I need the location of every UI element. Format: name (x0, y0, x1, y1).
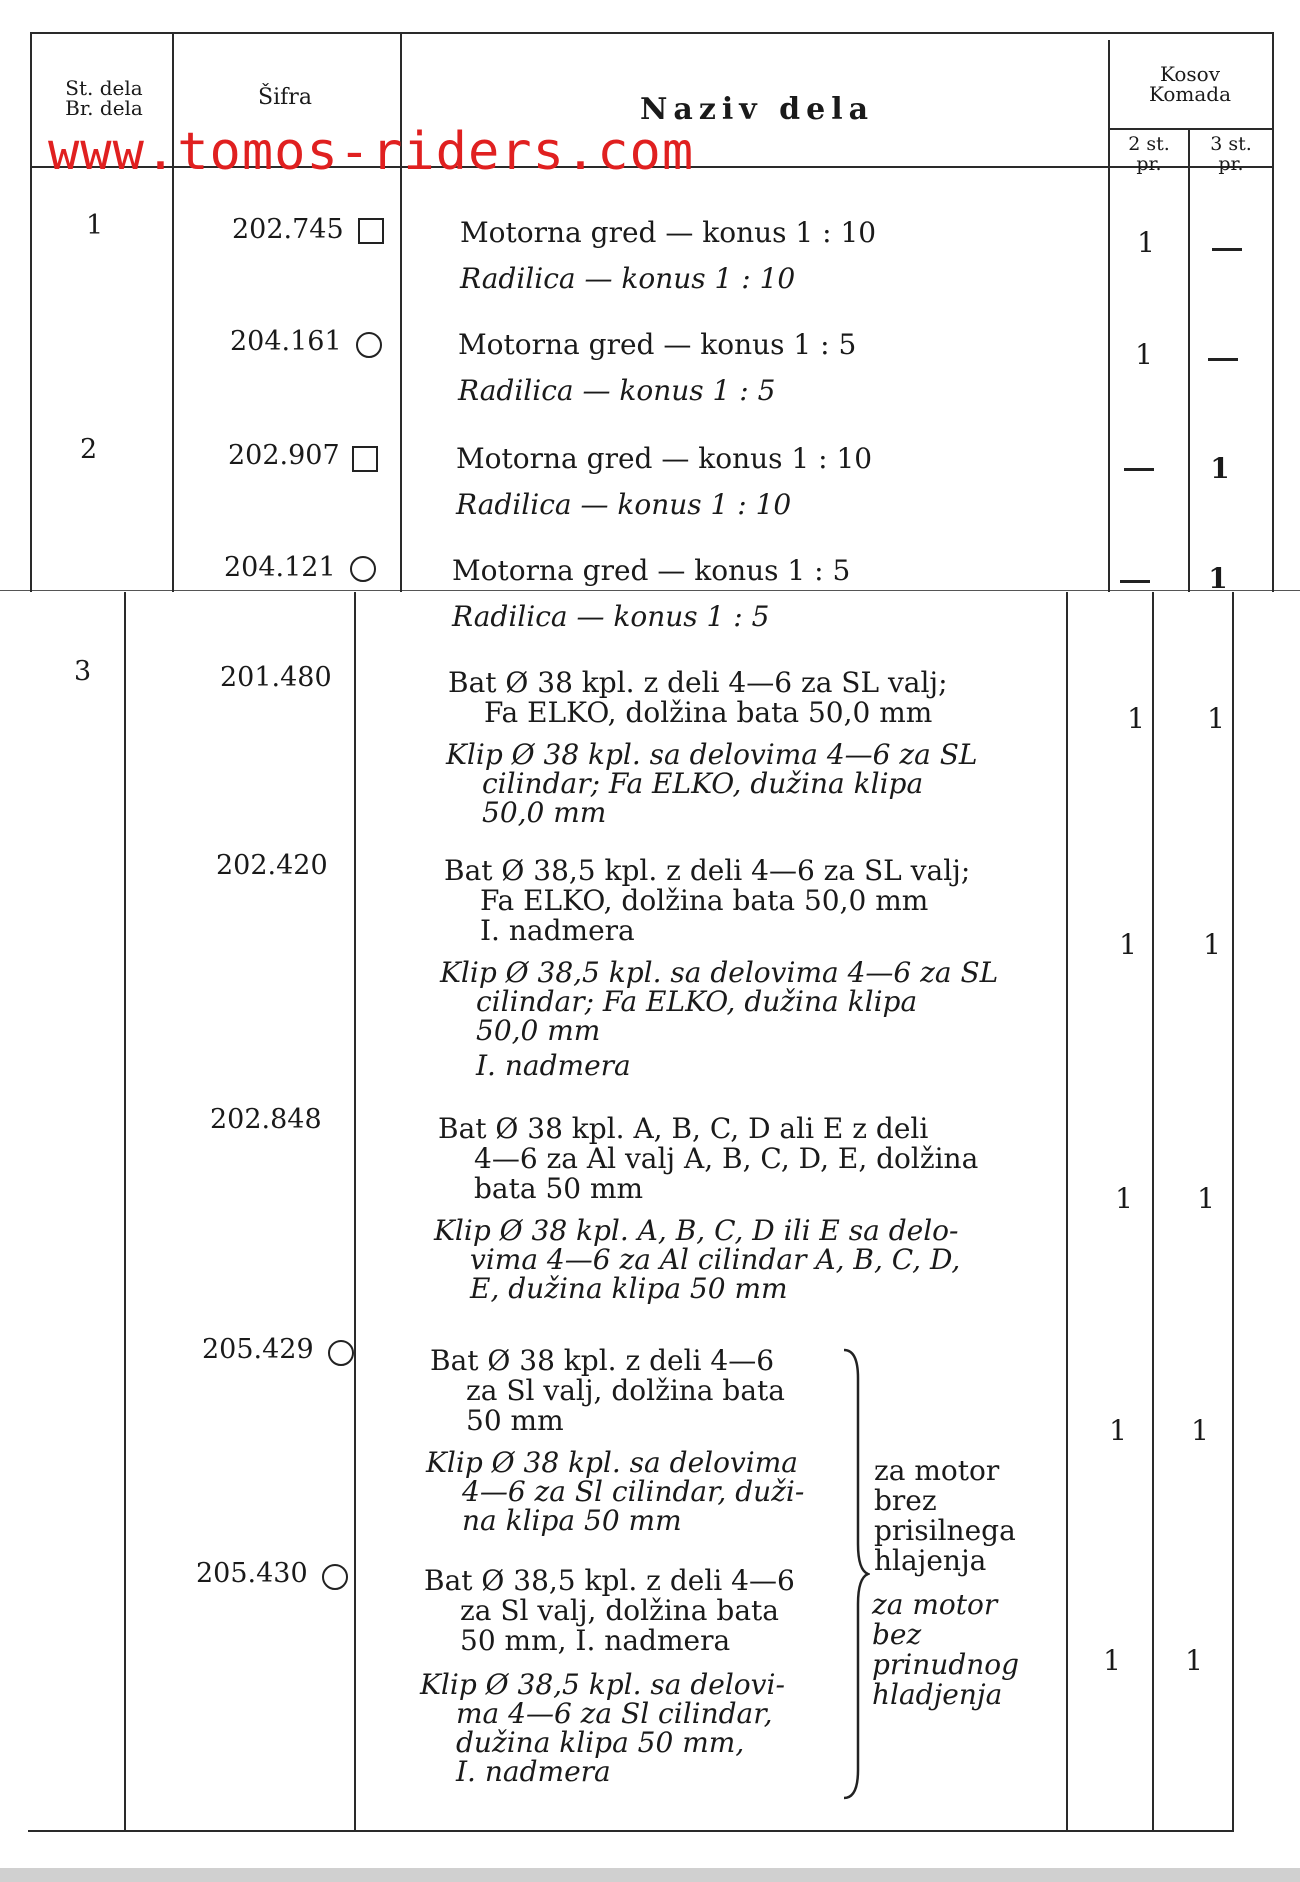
part-code: 202.420 (216, 850, 328, 881)
circle-marker-icon (322, 1564, 348, 1590)
watermark-link[interactable]: www.tomos-riders.com (48, 122, 695, 182)
part-name-sl (452, 556, 850, 586)
col-divider-4 (1188, 130, 1190, 592)
part-name-hr (456, 490, 791, 519)
part-number: 2 (80, 434, 98, 465)
part-code: 202.745 (232, 214, 344, 245)
part-name-hr (460, 264, 795, 293)
part-name-sl-line: Bat Ø 38,5 kpl. z deli 4—6 (424, 1564, 795, 1597)
qty-2-stroke: 1 (1109, 1414, 1127, 1447)
part-name-sl (460, 218, 876, 248)
header-part-number (44, 78, 164, 118)
header-2-stroke-line2: pr. (1136, 153, 1162, 175)
qty-2-stroke-none (1124, 468, 1154, 471)
part-name-hr-line: Klip Ø 38 kpl. sa delovima 4—6 za SL (446, 738, 978, 771)
col-divider-3-lower (1066, 592, 1068, 1830)
qty-2-stroke: 1 (1127, 702, 1145, 735)
part-name-sl (424, 1566, 795, 1656)
part-name-hr-line: na klipa 50 mm (462, 1504, 682, 1537)
page-fold-line (0, 590, 1300, 591)
part-name-sl-line: Bat Ø 38 kpl. z deli 4—6 (430, 1344, 775, 1377)
part-code: 205.430 (196, 1558, 308, 1589)
cooling-note-sl-line: prisilnega (874, 1514, 1016, 1547)
col-divider-2-lower (354, 592, 356, 1830)
qty-2-stroke: 1 (1119, 928, 1137, 961)
part-name-sl (458, 330, 856, 360)
header-quantity-line2: Komada (1148, 82, 1232, 106)
header-part-number-line2: Br. dela (65, 96, 143, 120)
header-2-stroke (1112, 134, 1186, 174)
part-name-sl (430, 1346, 785, 1436)
qty-3-stroke-none (1212, 248, 1242, 251)
part-name-sl-line: Motorna gred — konus 1 : 10 (456, 442, 873, 475)
table-right-border-lower (1232, 592, 1234, 1830)
table-bottom-border (28, 1830, 1234, 1832)
cooling-note-sl-line: za motor (874, 1454, 1000, 1487)
part-name-hr-line: I. nadmera (456, 1755, 611, 1788)
cooling-note-hr-line: za motor (872, 1588, 998, 1621)
part-name-sl-line: za Sl valj, dolžina bata (460, 1594, 779, 1627)
part-code: 202.848 (210, 1104, 322, 1135)
header-part-number-line1: St. dela (65, 76, 143, 100)
cooling-note-sl-line: brez (874, 1484, 937, 1517)
cooling-note-sl-line: hlajenja (874, 1544, 987, 1577)
part-name-hr-line: vima 4—6 za Al cilindar A, B, C, D, (470, 1243, 961, 1276)
part-name-hr-line: Radilica — konus 1 : 5 (458, 374, 776, 407)
part-number: 1 (86, 210, 104, 241)
col-divider-3 (1108, 40, 1110, 592)
part-name-hr (452, 602, 769, 631)
part-name-sl-line: Motorna gred — konus 1 : 10 (460, 216, 877, 249)
part-code: 205.429 (202, 1334, 314, 1365)
part-code: 204.121 (224, 552, 336, 583)
part-code: 204.161 (230, 326, 342, 357)
part-name-hr-line: cilindar; Fa ELKO, dužina klipa (482, 767, 924, 800)
part-name-sl-line: Bat Ø 38 kpl. z deli 4—6 za SL valj; (448, 666, 948, 699)
qty-3-stroke: 1 (1185, 1644, 1203, 1677)
part-name-hr (440, 958, 998, 1080)
header-code: Šifra (258, 85, 312, 110)
qty-2-stroke: 1 (1103, 1644, 1121, 1677)
part-name-hr (434, 1216, 960, 1303)
header-2-stroke-line1: 2 st. (1128, 133, 1170, 155)
part-name-hr-line: cilindar; Fa ELKO, dužina klipa (476, 985, 918, 1018)
circle-marker-icon (350, 556, 376, 582)
part-name-sl-line: Fa ELKO, dolžina bata 50,0 mm (480, 884, 929, 917)
part-name-sl-line: bata 50 mm (474, 1172, 644, 1205)
part-name-hr-line: Klip Ø 38,5 kpl. sa delovima 4—6 za SL (440, 956, 999, 989)
col-divider-1 (172, 32, 174, 592)
part-code: 202.907 (228, 440, 340, 471)
table-left-border (30, 32, 32, 592)
part-name-hr-line: 4—6 za Sl cilindar, duži- (462, 1475, 805, 1508)
qty-3-stroke: 1 (1203, 928, 1221, 961)
qty-3-stroke-none (1208, 358, 1238, 361)
part-name-hr-line: dužina klipa 50 mm, (456, 1726, 745, 1759)
part-name-sl-line: Motorna gred — konus 1 : 5 (452, 554, 851, 587)
part-name-hr (458, 376, 775, 405)
header-part-name: Naziv dela (640, 92, 875, 127)
qty-3-stroke: 1 (1207, 702, 1225, 735)
qty-3-stroke: 1 (1208, 562, 1228, 595)
col-divider-2 (400, 32, 402, 592)
part-name-sl-line: Motorna gred — konus 1 : 5 (458, 328, 857, 361)
part-name-hr-line: ma 4—6 za Sl cilindar, (456, 1697, 773, 1730)
part-name-hr-line: Klip Ø 38,5 kpl. sa delovi- (420, 1668, 785, 1701)
table-top-border (30, 32, 1274, 34)
cooling-note-hr-line: hladjenja (872, 1678, 1003, 1711)
qty-3-stroke: 1 (1197, 1182, 1215, 1215)
header-quantity (1110, 64, 1270, 104)
square-marker-icon (352, 446, 378, 472)
circle-marker-icon (356, 332, 382, 358)
square-marker-icon (358, 218, 384, 244)
part-name-hr-line: Klip Ø 38 kpl. A, B, C, D ili E sa delo- (434, 1214, 959, 1247)
part-number: 3 (74, 656, 92, 687)
qty-2-stroke: 1 (1137, 226, 1155, 259)
circle-marker-icon (328, 1340, 354, 1366)
part-name-hr-line: Radilica — konus 1 : 10 (456, 488, 792, 521)
part-name-hr (420, 1670, 785, 1786)
part-name-sl-line: 50 mm (466, 1404, 564, 1437)
qty-2-stroke: 1 (1135, 338, 1153, 371)
part-name-hr-line: E, dužina klipa 50 mm (470, 1272, 788, 1305)
cooling-note-hr-line: bez (872, 1618, 922, 1651)
cooling-note-sl (874, 1456, 1016, 1576)
part-name-hr-line: Klip Ø 38 kpl. sa delovima (426, 1446, 798, 1479)
qty-2-stroke: 1 (1115, 1182, 1133, 1215)
qty-header-split (1108, 128, 1274, 130)
part-name-sl-line: I. nadmera (480, 914, 635, 947)
part-name-hr-line: 50,0 mm (482, 796, 607, 829)
cooling-note-hr (872, 1590, 1019, 1710)
part-name-sl-line: Fa ELKO, dolžina bata 50,0 mm (484, 696, 933, 729)
part-name-hr-line: 50,0 mm (476, 1014, 601, 1047)
scan-bottom-margin (0, 1868, 1300, 1882)
grouping-brace (840, 1348, 870, 1800)
part-name-sl-line: 50 mm, I. nadmera (460, 1624, 731, 1657)
qty-2-stroke-none (1120, 580, 1150, 583)
part-name-hr (426, 1448, 804, 1535)
part-name-hr (446, 740, 978, 827)
part-code: 201.480 (220, 662, 332, 693)
part-name-sl-line: Bat Ø 38,5 kpl. z deli 4—6 za SL valj; (444, 854, 971, 887)
part-name-sl (456, 444, 872, 474)
header-3-stroke-line2: pr. (1218, 153, 1244, 175)
part-name-hr-line: I. nadmera (476, 1049, 631, 1082)
part-name-sl (444, 856, 970, 946)
table-right-border (1272, 32, 1274, 592)
part-name-sl-line: 4—6 za Al valj A, B, C, D, E, dolžina (474, 1142, 979, 1175)
part-name-hr-line: Radilica — konus 1 : 10 (460, 262, 796, 295)
header-3-stroke (1192, 134, 1270, 174)
header-quantity-line1: Kosov (1159, 62, 1221, 86)
col-divider-1-lower (124, 592, 126, 1830)
qty-3-stroke: 1 (1191, 1414, 1209, 1447)
col-divider-4-lower (1152, 592, 1154, 1830)
part-name-sl-line: za Sl valj, dolžina bata (466, 1374, 785, 1407)
header-3-stroke-line1: 3 st. (1210, 133, 1252, 155)
part-name-sl (438, 1114, 978, 1204)
part-name-sl-line: Bat Ø 38 kpl. A, B, C, D ali E z deli (438, 1112, 929, 1145)
qty-3-stroke: 1 (1210, 452, 1230, 485)
part-name-sl (448, 668, 948, 728)
part-name-hr-line: Radilica — konus 1 : 5 (452, 600, 770, 633)
cooling-note-hr-line: prinudnog (872, 1648, 1020, 1681)
